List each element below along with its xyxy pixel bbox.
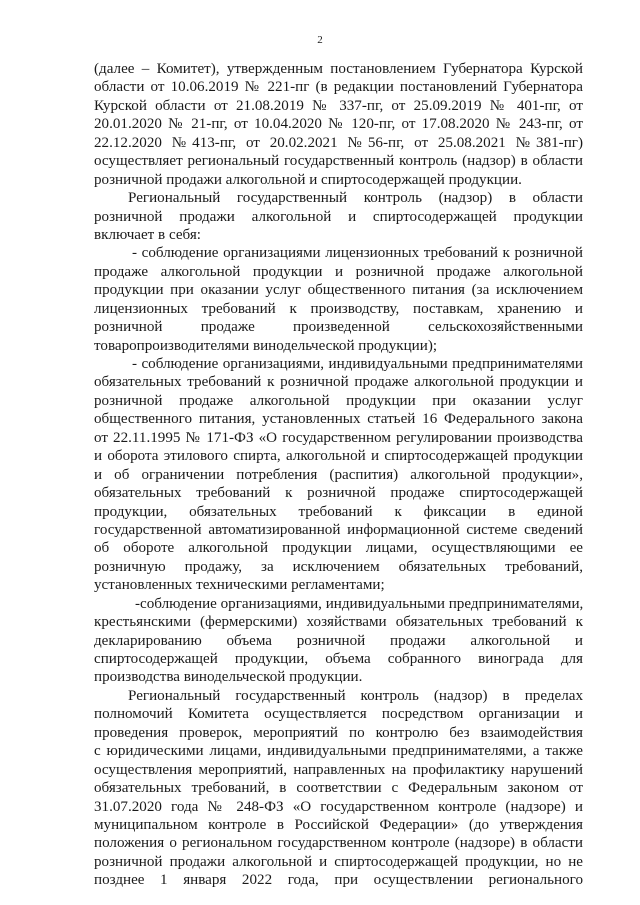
- text-line: положения о региональном государственном контроле (надзоре) в области: [94, 835, 583, 852]
- text-line: осуществляет региональный государственный контроль (надзор) в области: [94, 153, 583, 170]
- text-line: области от 10.06.2019 № 221-пг (в редакции постановлений Губернатора: [94, 79, 583, 96]
- text-line: -соблюдение организациями, индивидуальными предпринимателями,: [135, 595, 583, 612]
- text-line: 31.07.2020 года № 248-ФЗ «О государственном контроле (надзоре) и: [94, 798, 583, 815]
- text-line: Курской области от 21.08.2019 № 337-пг, от 25.09.2019 № 401-пг, от: [94, 97, 583, 114]
- text-line: позднее 1 января 2022 года, при осуществлении регионального: [94, 872, 583, 889]
- text-line: декларированию объема розничной продажи алкогольной и: [94, 632, 583, 649]
- text-line: проведения проверок, мероприятий по контролю без взаимодействия: [94, 724, 583, 741]
- text-line: спиртосодержащей продукции, объема собранного винограда для: [94, 651, 583, 667]
- text-line: общественного питания, установленных статьей 16 Федерального закона: [94, 411, 583, 428]
- text-line: производства винодельческой продукции.: [94, 669, 363, 686]
- text-line: розничной продаже произведенной сельскохозяйственными: [94, 319, 583, 336]
- text-line: обязательных требований к розничной продаже алкогольной продукции и: [94, 374, 583, 391]
- text-line: с юридическими лицами, индивидуальными предпринимателями, а также: [94, 743, 583, 760]
- text-line: и оборота этилового спирта, алкогольной и спиртосодержащей продукции: [94, 448, 583, 465]
- text-line: обязательных требований, в соответствии с Федеральным законом от: [94, 780, 583, 797]
- text-line: установленных техническими регламентами;: [94, 577, 385, 594]
- text-line: осуществления мероприятий, направленных на профилактику нарушений: [94, 761, 583, 778]
- text-line: розничной продажи алкогольной и спиртосодержащей продукции: [94, 208, 583, 225]
- text-line: государственной автоматизированной информационной системе сведений: [94, 521, 583, 538]
- text-line: розничной продажи алкогольной и спиртосодержащей продукции, но не: [94, 853, 583, 870]
- text-line: обязательных требований к розничной продаже спиртосодержащей: [94, 485, 583, 502]
- text-line: розничной продажи алкогольной и спиртосодержащей продукции.: [94, 171, 522, 188]
- text-line: продукции при оказании услуг общественного питания (за исключением: [94, 282, 583, 299]
- text-line: крестьянскими (фермерскими) хозяйствами обязательных требований к: [94, 614, 583, 631]
- text-line: продаже алкогольной продукции и розничной продаже алкогольной: [94, 263, 583, 280]
- text-line: - соблюдение организациями, индивидуальными предпринимателями: [132, 356, 583, 372]
- text-line: полномочий Комитета осуществляется посредством организации и: [94, 706, 583, 723]
- document-body: [94, 60, 583, 890]
- text-line: Региональный государственный контроль (надзор) в пределах: [128, 687, 583, 704]
- text-line: от 22.11.1995 № 171-ФЗ «О государственном регулировании производства: [94, 429, 583, 446]
- text-line: товаропроизводителями винодельческой продукции);: [94, 337, 438, 354]
- text-line: муниципальном контроле в Российской Федерации» (до утверждения: [94, 816, 583, 833]
- page-number: 2: [317, 34, 323, 46]
- text-line: включает в себя:: [94, 226, 201, 243]
- text-line: 20.01.2020 № 21-пг, от 10.04.2020 № 120-пг, от 17.08.2020 № 243-пг, от: [94, 116, 583, 133]
- text-line: об обороте алкогольной продукции лицами, осуществляющими ее: [94, 540, 583, 557]
- text-line: (далее – Комитет), утвержденным постановлением Губернатора Курской: [94, 61, 583, 77]
- text-line: Региональный государственный контроль (надзор) в области: [128, 190, 583, 207]
- text-line: 22.12.2020 №413-пг, от 20.02.2021 №56-пг, от 25.08.2021 №381-пг): [94, 134, 583, 151]
- text-line: и об ограничении потребления (распития) алкогольной продукции»,: [94, 466, 583, 483]
- text-line: розничной продаже алкогольной продукции при оказании услуг: [94, 392, 583, 409]
- text-line: - соблюдение организациями лицензионных требований к розничной: [132, 245, 583, 262]
- text-line: розничную продажу, за исключением обязательных требований,: [94, 558, 583, 575]
- text-line: продукции, обязательных требований к фиксации в единой: [94, 503, 583, 520]
- text-line: лицензионных требований к производству, поставкам, хранению и: [94, 300, 583, 317]
